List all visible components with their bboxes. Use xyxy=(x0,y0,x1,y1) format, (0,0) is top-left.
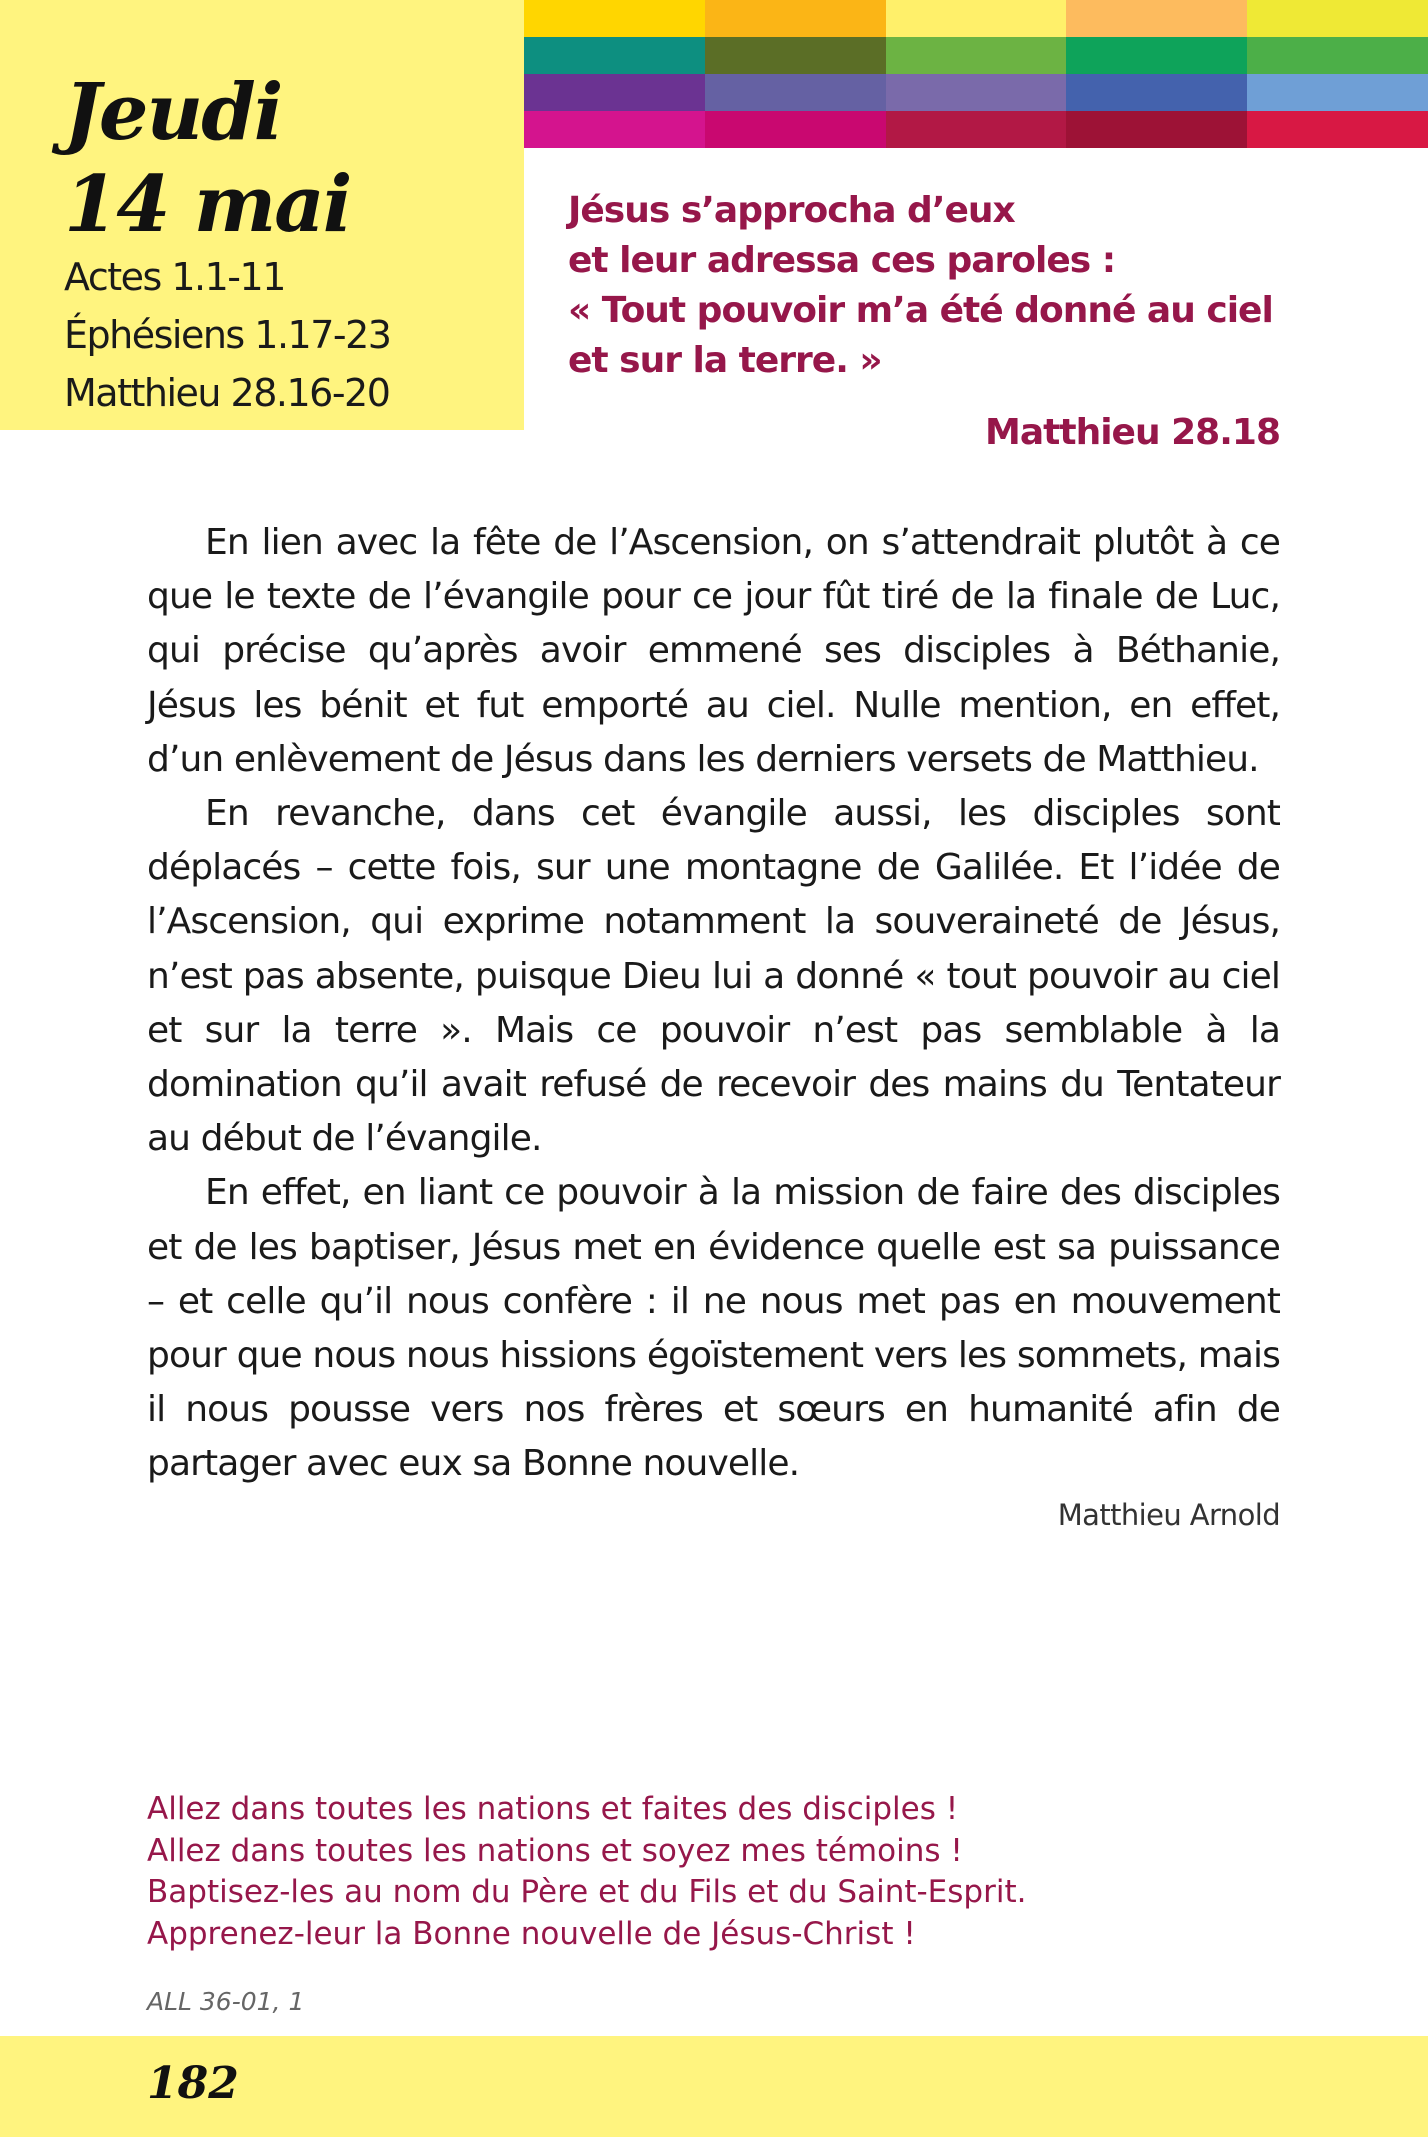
day-name: Jeudi xyxy=(64,67,282,158)
color-swatch xyxy=(1066,111,1247,148)
color-swatch xyxy=(886,111,1067,148)
paragraph: En lien avec la fête de l’Ascension, on s’attendrait plutôt à ce que le texte de l’évangile pour ce jour fût tiré de la finale de Luc, qui précise qu’après avoir emmené ses disciples à Béthanie, Jésus les bénit et fut emporté au ciel. Nulle mention, en effet, d’un enlèvement de Jésus dans les derniers versets de Matthieu. xyxy=(147,522,1280,780)
verse-line: et sur la terre. » xyxy=(568,340,882,381)
color-swatch xyxy=(1247,111,1428,148)
color-swatch xyxy=(886,37,1067,74)
color-swatch xyxy=(1066,0,1247,37)
verse-quote xyxy=(568,186,1288,386)
day-date: 14 mai xyxy=(64,159,351,250)
color-swatch xyxy=(705,0,886,37)
scripture-reference: Éphésiens 1.17-23 xyxy=(64,313,391,357)
author-name: Matthieu Arnold xyxy=(1057,1498,1280,1532)
scripture-references xyxy=(64,248,390,422)
color-swatch xyxy=(524,37,705,74)
verse-reference: Matthieu 28.18 xyxy=(985,412,1280,453)
hymn-reference: ALL 36-01, 1 xyxy=(147,1987,305,2016)
hymn-line: Allez dans toutes les nations et faites des disciples ! xyxy=(147,1791,959,1827)
hymn-line: Apprenez-leur la Bonne nouvelle de Jésus-Christ ! xyxy=(147,1915,916,1952)
hymn-line: Allez dans toutes les nations et soyez mes témoins ! xyxy=(147,1832,963,1869)
scripture-reference: Actes 1.1-11 xyxy=(64,255,285,299)
verse-line: Jésus s’approcha d’eux xyxy=(568,190,1015,231)
verse-line: « Tout pouvoir m’a été donné au ciel xyxy=(568,290,1273,331)
color-swatch xyxy=(1247,37,1428,74)
page-footer xyxy=(0,2036,1428,2137)
color-band-decoration xyxy=(524,0,1428,148)
color-swatch xyxy=(886,74,1067,111)
scripture-reference: Matthieu 28.16-20 xyxy=(64,371,390,415)
color-swatch xyxy=(1247,0,1428,37)
meditation-text xyxy=(147,516,1280,1492)
hymn-line: Baptisez-les au nom du Père et du Fils et du Saint-Esprit. xyxy=(147,1874,1027,1910)
color-swatch xyxy=(1066,37,1247,74)
date-header xyxy=(0,0,524,430)
color-swatch xyxy=(524,111,705,148)
paragraph: En revanche, dans cet évangile aussi, les disciples sont déplacés – cette fois, sur une montagne de Galilée. Et l’idée de l’Ascension, qui exprime notamment la souveraineté de Jésus, n’est pas absente, puisque Dieu lui a donné « tout pouvoir au ciel et sur la terre ». Mais ce pouvoir n’est pas semblable à la domination qu’il avait refusé de recevoir des mains du Tentateur au début de l’évangile. xyxy=(147,793,1280,1160)
color-swatch xyxy=(1247,74,1428,111)
verse-line: et leur adressa ces paroles : xyxy=(568,240,1116,281)
color-swatch xyxy=(705,74,886,111)
page-number: 182 xyxy=(147,2058,239,2109)
paragraph: En effet, en liant ce pouvoir à la mission de faire des disciples et de les baptiser, Jésus met en évidence quelle est sa puissance – et celle qu’il nous confère : il ne nous met pas en mouvement pour que nous nous hissions égoïstement vers les sommets, mais il nous pousse vers nos frères et sœurs en humanité afin de partager avec eux sa Bonne nouvelle. xyxy=(147,1172,1280,1485)
color-swatch xyxy=(524,0,705,37)
color-swatch xyxy=(705,37,886,74)
color-swatch xyxy=(1066,74,1247,111)
color-swatch xyxy=(886,0,1067,37)
hymn-lyrics xyxy=(147,1789,1026,1955)
color-swatch xyxy=(705,111,886,148)
color-swatch xyxy=(524,74,705,111)
